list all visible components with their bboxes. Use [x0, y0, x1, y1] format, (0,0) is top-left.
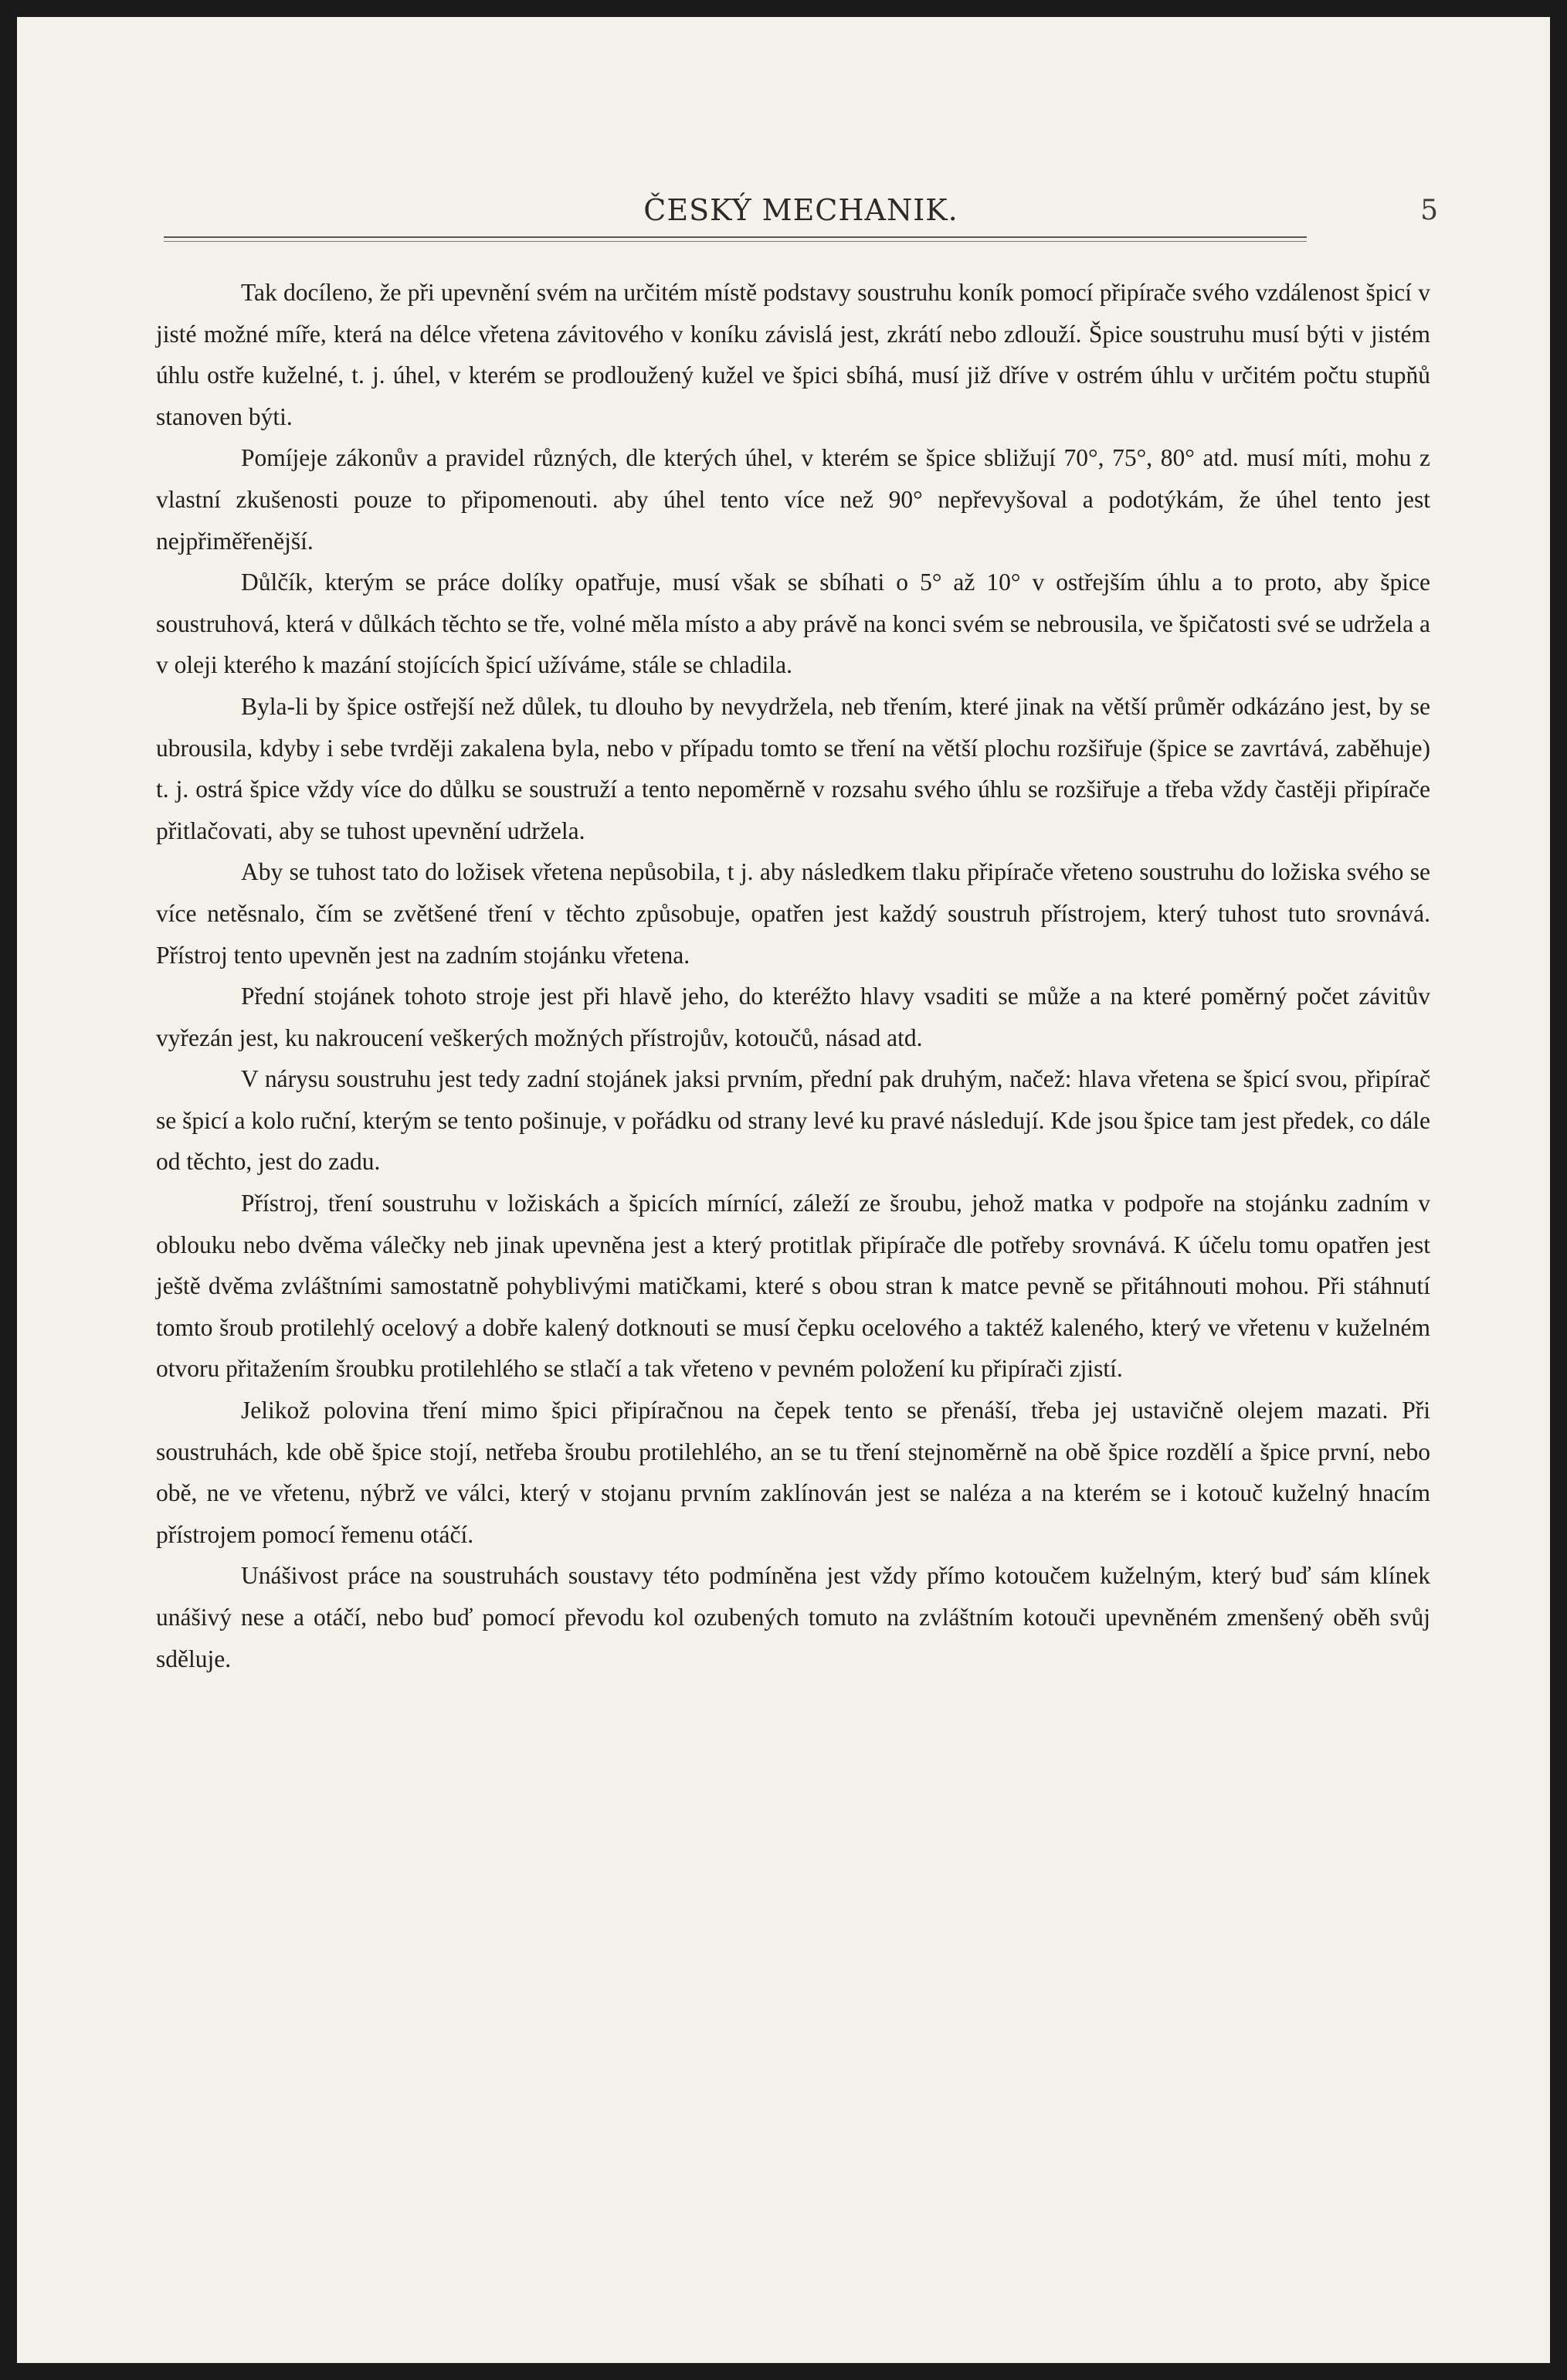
page-number: 5: [1420, 195, 1438, 226]
paragraph: V nárysu soustruhu jest tedy zadní stojánek jaksi prvním, přední pak druhým, načež: hlava vřetena se špicí svou, připírač se špicí a kolo ruční, kterým se tento pošinuje, v pořádku od strany levé ku pravé následují. Kde jsou špice tam jest předek, co dále od těchto, jest do zadu.: [156, 1065, 1430, 1176]
header-rule-secondary: [164, 241, 1307, 242]
body-text: [156, 272, 1430, 1679]
document-page: [17, 17, 1550, 2363]
header-rule: [164, 236, 1307, 238]
paragraph: Přední stojánek tohoto stroje jest při hlavě jeho, do kteréžto hlavy vsaditi se může a na které poměrný počet závitův vyřezán jest, ku nakroucení veškerých možných přístrojův, kotoučů, násad atd.: [156, 983, 1430, 1051]
paragraph: Aby se tuhost tato do ložisek vřetena nepůsobila, t j. aby následkem tlaku připírače vřeteno soustruhu do ložiska svého se více netěsnalo, čím se zvětšené tření v těchto způsobuje, opatřen jest každý soustruh přístrojem, který tuhost tuto srovnává. Přístroj tento upevněn jest na zadním stojánku vřetena.: [156, 858, 1430, 969]
paragraph: Přístroj, tření soustruhu v ložiskách a špicích mírnící, záleží ze šroubu, jehož matka v podpoře na stojánku zadním v oblouku nebo dvěma válečky neb jinak upevněna jest a který protitlak připírače dle potřeby srovnává. K účelu tomu opatřen jest ještě dvěma zvláštními samostatně pohyblivými matičkami, které s obou stran k matce pevně se přitáhnouti mohou. Při stáhnutí tomto šroub protilehlý ocelový a dobře kalený dotknouti se musí čepku ocelového a taktéž kaleného, který ve vřetenu v kuželném otvoru přitažením šroubku protilehlého se stlačí a tak vřeteno v pevném položení ku připírači zjistí.: [156, 1190, 1430, 1383]
running-title: ČESKÝ MECHANIK.: [643, 193, 958, 227]
paragraph: Unášivost práce na soustruhách soustavy této podmíněna jest vždy přímo kotoučem kuželným, který buď sám klínek unášivý nese a otáčí, nebo buď pomocí převodu kol ozubených tomuto na zvláštním kotouči upevněném zmenšený oběh svůj sděluje.: [156, 1562, 1430, 1672]
paragraph: Důlčík, kterým se práce dolíky opatřuje, musí však se sbíhati o 5° až 10° v ostřejším úhlu a to proto, aby špice soustruhová, která v důlkách těchto se tře, volné měla místo a aby právě na konci svém se nebrousila, ve špičatosti své se udržela a v oleji kterého k mazání stojících špicí užíváme, stále se chladila.: [156, 569, 1430, 679]
page-header: [164, 193, 1438, 247]
paragraph: Pomíjeje zákonův a pravidel různých, dle kterých úhel, v kterém se špice sbližují 70°, 75°, 80° atd. musí míti, mohu z vlastní zkušenosti pouze to připomenouti. aby úhel tento více než 90° nepřevyšoval a podotýkám, že úhel tento jest nejpřiměřenější.: [156, 444, 1430, 555]
paragraph: Byla-li by špice ostřejší než důlek, tu dlouho by nevydržela, neb třením, které jinak na větší průměr odkázáno jest, by se ubrousila, kdyby i sebe tvrději zakalena byla, nebo v případu tomto se tření na větší plochu rozšiřuje (špice se zavrtává, zaběhuje) t. j. ostrá špice vždy více do důlku se soustruží a tento nepoměrně v rozsahu svého úhlu se rozšiřuje a třeba vždy častěji připírače přitlačovati, aby se tuhost upevnění udržela.: [156, 692, 1430, 844]
paragraph: Jelikož polovina tření mimo špici připíračnou na čepek tento se přenáší, třeba jej ustavičně olejem mazati. Při soustruhách, kde obě špice stojí, netřeba šroubu protilehlého, an se tu tření stejnoměrně na obě špice rozdělí a špice první, nebo obě, ne ve vřetenu, nýbrž ve válci, který v stojanu prvním zaklínován jest se naléza a na kterém se i kotouč kuželný hnacím přístrojem pomocí řemenu otáčí.: [156, 1397, 1430, 1548]
paragraph: Tak docíleno, že při upevnění svém na určitém místě podstavy soustruhu koník pomocí připírače svého vzdálenost špicí v jisté možné míře, která na délce vřetena závitového v koníku závislá jest, zkrátí nebo zdlouží. Špice soustruhu musí býti v jistém úhlu ostře kuželné, t. j. úhel, v kterém se prodloužený kužel ve špici sbíhá, musí již dříve v ostrém úhlu v určitém počtu stupňů stanoven býti.: [156, 279, 1430, 430]
